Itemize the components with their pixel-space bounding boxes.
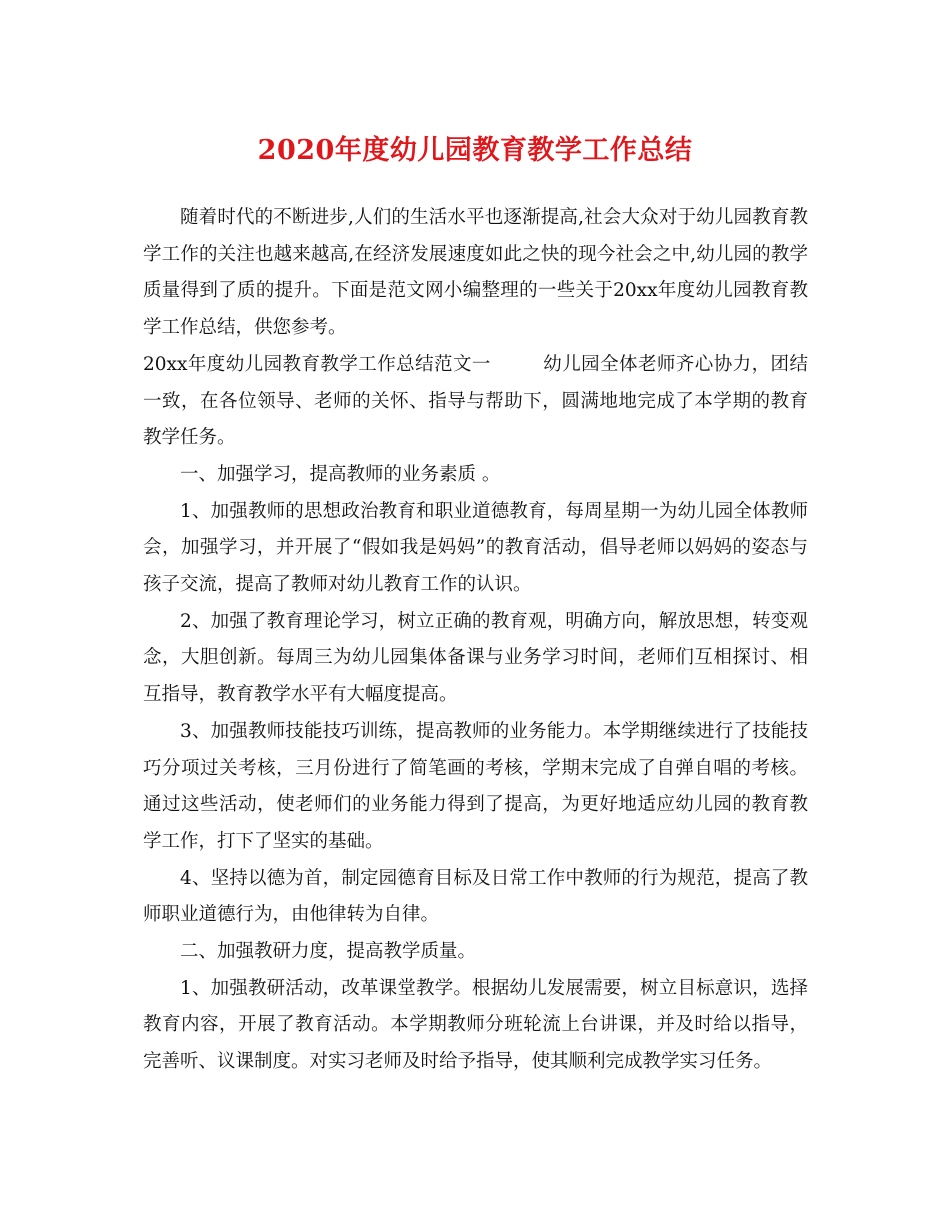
section-1-item-2: 2、加强了教育理论学习，树立正确的教育观，明确方向，解放思想，转变观念，大胆创新。每周三为幼儿园集体备课与业务学习时间，老师们互相探讨、相互指导，教育教学水平有大幅度提高。 <box>143 610 808 706</box>
sample-heading: 20xx年度幼儿园教育教学工作总结范文一 <box>143 353 491 375</box>
section-2-heading: 二、加强教研力度，提高教学质量。 <box>180 941 477 963</box>
section-1-heading: 一、加强学习，提高教师的业务素质 。 <box>180 463 501 485</box>
section-1-item-4: 4、坚持以德为首，制定园德育目标及日常工作中教师的行为规范，提高了教师职业道德行为，由他律转为自律。 <box>143 867 808 926</box>
sample-paragraph <box>143 347 808 457</box>
section-2-item-1: 1、加强教研活动，改革课堂教学。根据幼儿发展需要，树立目标意识，选择教育内容，开展了教育活动。本学期教师分班轮流上台讲课，并及时给以指导，完善听、议课制度。对实习老师及时给予指导，使其顺利完成教学实习任务。 <box>143 977 808 1073</box>
document-body <box>143 200 808 1081</box>
sample-opening: 幼儿园全体老师齐心协力，团结一致，在各位领导、老师的关怀、指导与帮助下，圆满地地完成了本学期的教育教学任务。 <box>143 353 808 449</box>
section-1-item-3: 3、加强教师技能技巧训练，提高教师的业务能力。本学期继续进行了技能技巧分项过关考核，三月份进行了简笔画的考核，学期末完成了自弹自唱的考核。通过这些活动，使老师们的业务能力得到了提高，为更好地适应幼儿园的教育教学工作，打下了坚实的基础。 <box>143 720 808 852</box>
document-title: 2020年度幼儿园教育教学工作总结 <box>257 135 693 166</box>
section-1-item-1: 1、加强教师的思想政治教育和职业道德教育，每周星期一为幼儿园全体教师会，加强学习，并开展了“假如我是妈妈”的教育活动，倡导老师以妈妈的姿态与孩子交流，提高了教师对幼儿教育工作的认识。 <box>143 500 808 596</box>
intro-paragraph: 随着时代的不断进步,人们的生活水平也逐渐提高,社会大众对于幼儿园教育教学工作的关注也越来越高,在经济发展速度如此之快的现今社会之中,幼儿园的教学质量得到了质的提升。下面是范文网小编整理的一些关于20xx年度幼儿园教育教学工作总结，供您参考。 <box>143 207 808 339</box>
